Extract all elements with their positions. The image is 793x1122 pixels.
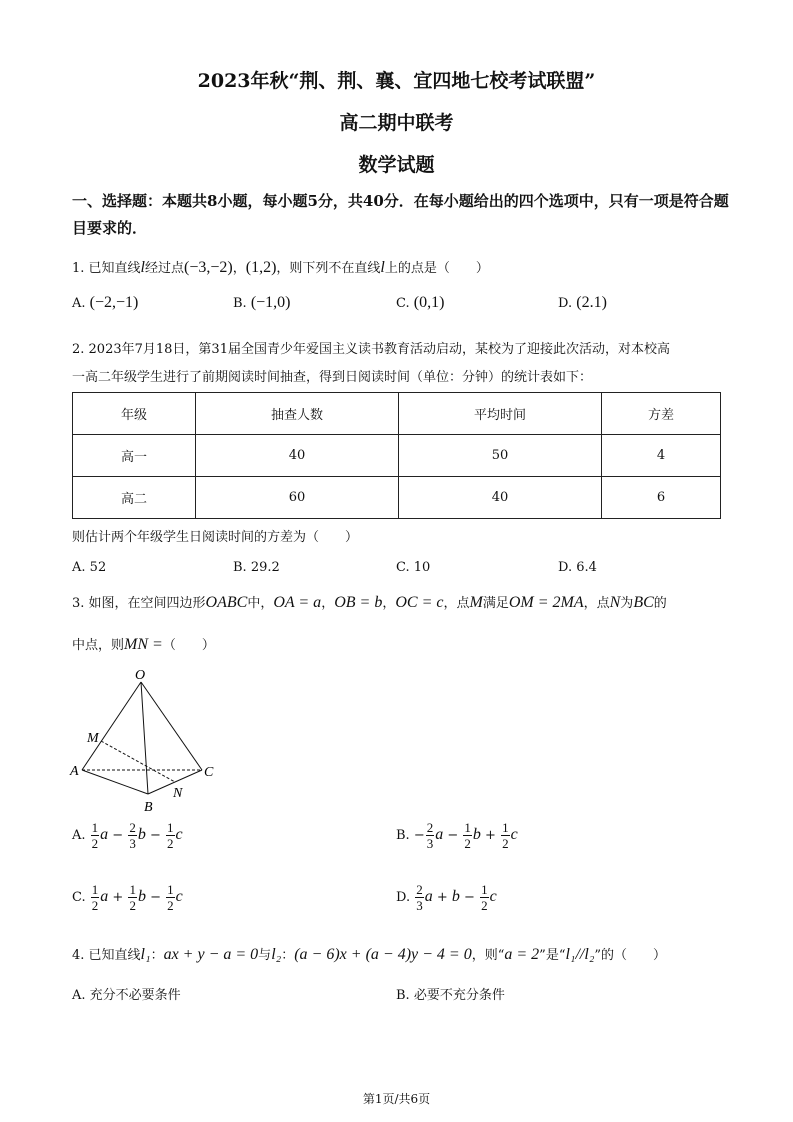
edge-oc	[141, 682, 202, 770]
table-row	[73, 477, 721, 519]
q4-option-b: B. 必要不充分条件	[396, 988, 505, 1003]
q1-option-b: B. (−1,0)	[233, 294, 291, 311]
label-n: N	[173, 786, 183, 801]
edge-ob	[141, 682, 148, 794]
table-header-row	[73, 393, 721, 435]
q1-option-c: C. (0,1)	[396, 294, 445, 311]
q3-option-c: C. $\frac{1}{2}$ a + $\frac{1}{2}$ b − $\frac{1}{2}$ c	[72, 882, 183, 913]
table-cell: 40	[399, 477, 602, 519]
label-a: A	[70, 764, 79, 779]
table-cell: 4	[602, 435, 721, 477]
exam-subtitle: 高二期中联考	[339, 112, 454, 134]
table-header-cell: 平均时间	[399, 393, 602, 435]
table-cell: 50	[399, 435, 602, 477]
table-cell: 60	[196, 477, 399, 519]
label-b: B	[144, 800, 153, 815]
section-heading: 一、选择题：本题共8小题，每小题5分，共40分．在每小题给出的四个选项中，只有一项是符合题目要求的．	[72, 192, 729, 237]
q2-option-d: D. 6.4	[558, 560, 597, 575]
table-row	[73, 435, 721, 477]
table-header-cell: 方差	[602, 393, 721, 435]
exam-title: 2023年秋“荆、荆、襄、宜四地七校考试联盟”	[197, 70, 596, 92]
q4-option-a: A. 充分不必要条件	[72, 988, 181, 1003]
q2-option-b: B. 29.2	[233, 560, 280, 575]
q3-option-d: D. $\frac{2}{3}$ a + b − $\frac{1}{2}$ c	[396, 882, 497, 913]
q3-option-b: B. − $\frac{2}{3}$ a − $\frac{1}{2}$ b + $\frac{1}{2}$ c	[396, 820, 518, 851]
question-2-ask: 则估计两个年级学生日阅读时间的方差为（ ）	[72, 530, 359, 545]
stats-table	[72, 392, 721, 519]
label-c: C	[204, 765, 214, 780]
table-cell: 高一	[73, 435, 196, 477]
question-4: 4. 已知直线l₁：ax + y − a = 0与l₂：(a − 6)x + (a − 4)y − 4 = 0，则“a = 2”是“l₁//l₂”的（ ）	[72, 946, 667, 963]
label-o: O	[135, 668, 146, 683]
question-2-line1: 2. 2023年7月18日，第31届全国青少年爱国主义读书教育活动启动，某校为了迎接此次活动，对本校高	[72, 342, 670, 357]
q2-option-a: A. 52	[72, 560, 107, 575]
edge-oa	[82, 682, 141, 770]
segment-mn-dashed	[101, 741, 175, 782]
label-m: M	[87, 731, 99, 746]
table-header-cell: 年级	[73, 393, 196, 435]
table-cell: 6	[602, 477, 721, 519]
q1-option-d: D. (2.1)	[558, 294, 607, 311]
question-3-line1: 3. 如图，在空间四边形OABC中，OA = a，OB = b，OC = c，点M满足OM = 2MA，点N为BC的	[72, 594, 667, 611]
table-cell: 40	[196, 435, 399, 477]
q1-option-a: A. (−2,−1)	[72, 294, 139, 311]
question-2-line2: 一高二年级学生进行了前期阅读时间抽查，得到日阅读时间（单位：分钟）的统计表如下：	[72, 370, 593, 385]
question-3-line2: 中点，则MN =（ ）	[72, 636, 215, 653]
q2-option-c: C. 10	[396, 560, 431, 575]
tetrahedron-figure	[66, 664, 226, 816]
q3-option-a: A. $\frac{1}{2}$ a − $\frac{2}{3}$ b − $\frac{1}{2}$ c	[72, 820, 183, 851]
table-cell: 高二	[73, 477, 196, 519]
table-header-cell: 抽查人数	[196, 393, 399, 435]
page-number: 第1页/共6页	[362, 1092, 431, 1106]
question-1: 1. 已知直线l经过点(−3,−2)，(1,2)，则下列不在直线l上的点是（ ）	[72, 259, 489, 276]
subject-title: 数学试题	[358, 154, 435, 176]
edge-ab	[82, 770, 148, 794]
